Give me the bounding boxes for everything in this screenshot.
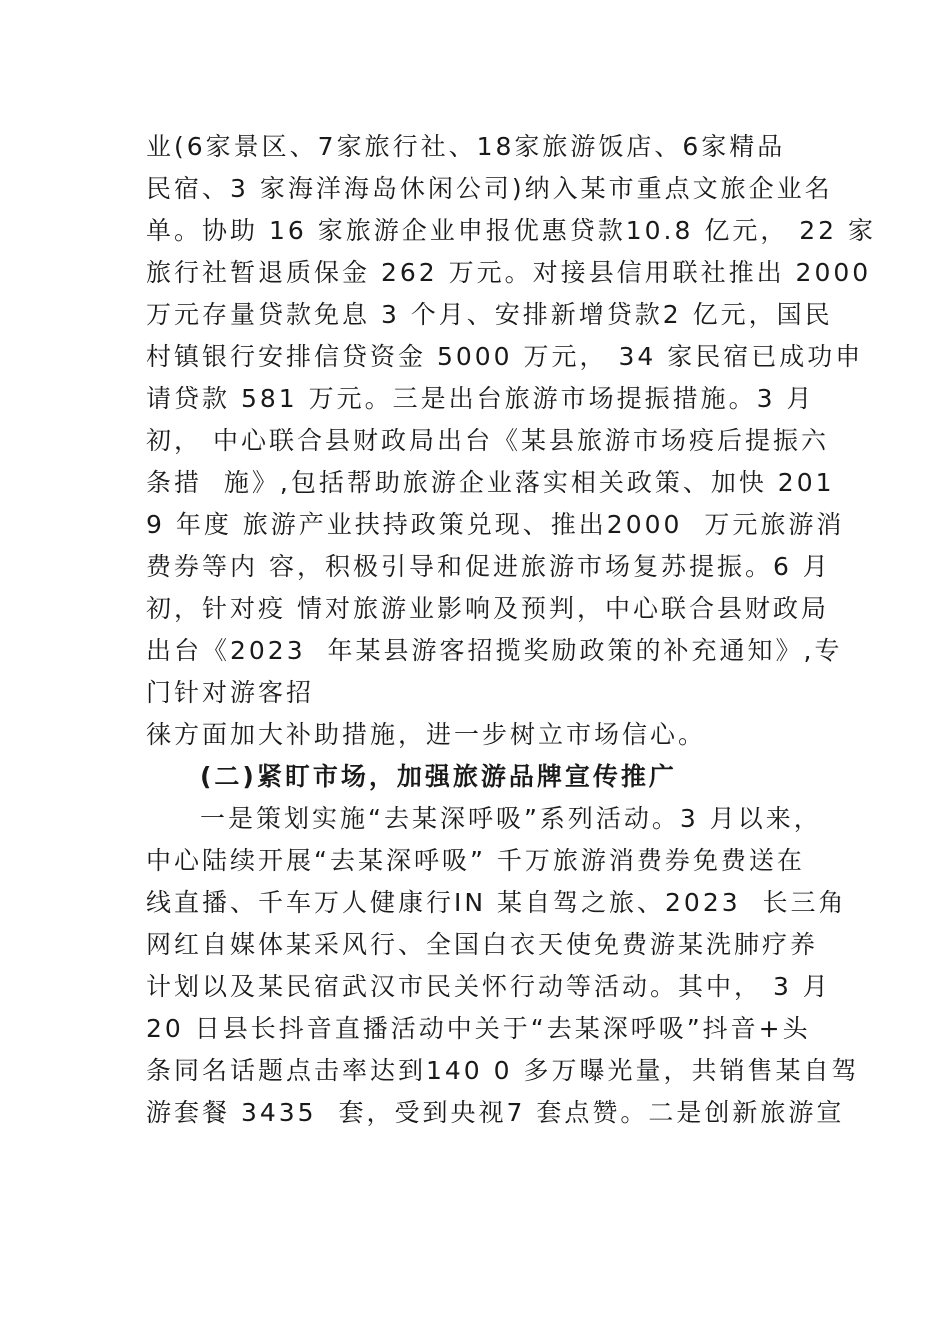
paragraph-line: 出台《2023 年某县游客招揽奖励政策的补充通知》,专 — [146, 636, 843, 665]
paragraph-line: 初， 中心联合县财政局出台《某县旅游市场疫后提振六 — [146, 426, 829, 455]
paragraph-line: 中心陆续开展“去某深呼吸” 千万旅游消费券免费送在 — [146, 846, 805, 875]
paragraph-line: 业(6家景区、7家旅行社、18家旅游饭店、6家精品 — [146, 132, 786, 161]
paragraph-line: 请贷款 581 万元。三是出台旅游市场提振措施。3 月 — [146, 384, 815, 413]
paragraph-line: 网红自媒体某采风行、全国白衣天使免费游某洗肺疗养 — [146, 930, 819, 959]
section-heading: (二)紧盯市场，加强旅游品牌宣传推广 — [200, 762, 677, 791]
paragraph-line: 村镇银行安排信贷资金 5000 万元， 34 家民宿已成功申 — [146, 342, 864, 371]
paragraph-line: 徕方面加大补助措施，进一步树立市场信心。 — [146, 720, 707, 749]
paragraph-line: 旅行社暂退质保金 262 万元。对接县信用联社推出 2000 — [146, 258, 872, 287]
paragraph-line: 万元存量贷款免息 3 个月、安排新增贷款2 亿元，国民 — [146, 300, 833, 329]
paragraph-line: 游套餐 3435 套，受到央视7 套点赞。二是创新旅游宣 — [146, 1098, 845, 1127]
paragraph-line: 民宿、3 家海洋海岛休闲公司)纳入某市重点文旅企业名 — [146, 174, 833, 203]
paragraph-line: 一是策划实施“去某深呼吸”系列活动。3 月以来， — [200, 804, 822, 833]
paragraph-line: 9 年度 旅游产业扶持政策兑现、推出2000 万元旅游消 — [146, 510, 845, 539]
paragraph-line: 门针对游客招 — [146, 678, 315, 707]
paragraph-line: 初，针对疫 情对旅游业影响及预判，中心联合县财政局 — [146, 594, 829, 623]
paragraph-line: 单。协助 16 家旅游企业申报优惠贷款10.8 亿元， 22 家 — [146, 216, 877, 245]
paragraph-line: 线直播、千车万人健康行IN 某自驾之旅、2023 长三角 — [146, 888, 847, 917]
paragraph-line: 条措 施》,包括帮助旅游企业落实相关政策、加快 201 — [146, 468, 835, 497]
paragraph-line: 条同名话题点击率达到140 0 多万曝光量，共销售某自驾 — [146, 1056, 860, 1085]
paragraph-line: 费券等内 容，积极引导和促进旅游市场复苏提振。6 月 — [146, 552, 831, 581]
paragraph-line: 计划以及某民宿武汉市民关怀行动等活动。其中， 3 月 — [146, 972, 831, 1001]
paragraph-line: 20 日县长抖音直播活动中关于“去某深呼吸”抖音+头 — [146, 1014, 811, 1043]
